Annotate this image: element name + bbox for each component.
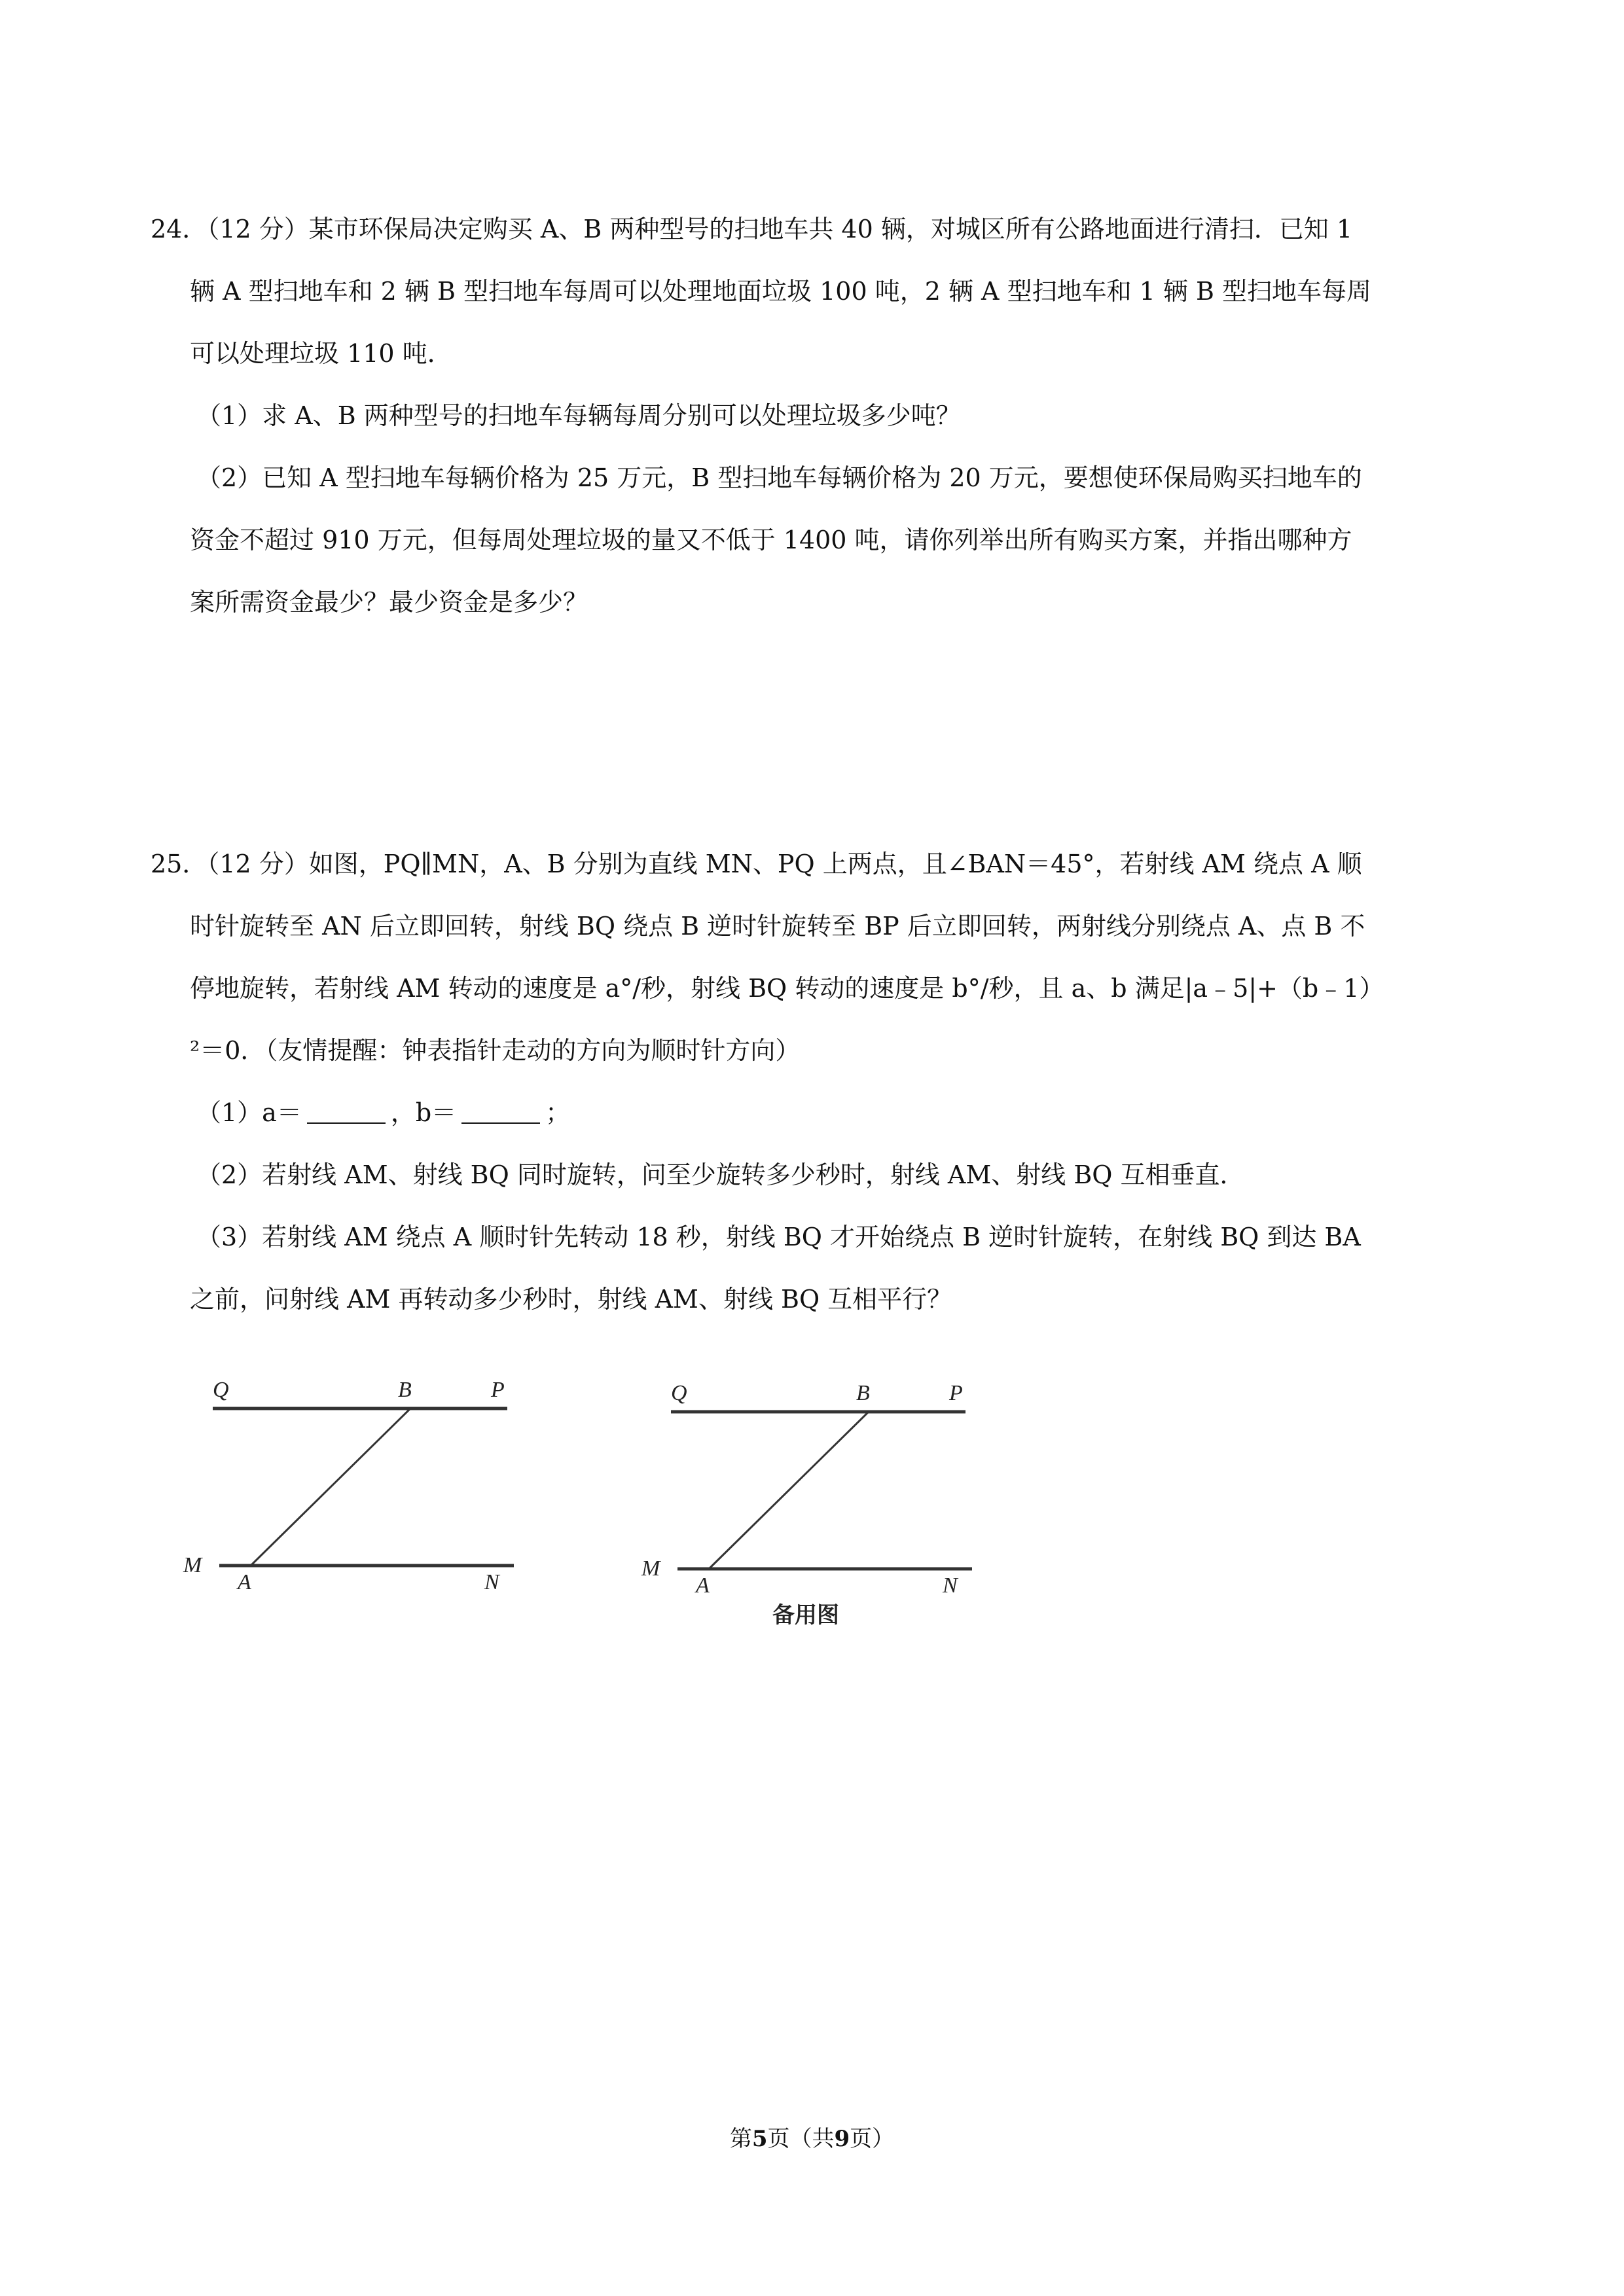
q25-part2: （2）若射线 AM、射线 BQ 同时旋转，问至少旋转多少秒时，射线 AM、射线 BQ 互相垂直． (196, 1160, 1245, 1189)
q24-part1: （1）求 A、B 两种型号的扫地车每辆每周分别可以处理垃圾多少吨？ (196, 401, 961, 430)
spare-label-q: Q (671, 1381, 687, 1405)
q24-line1: 24．（12 分）某市环保局决定购买 A、B 两种型号的扫地车共 40 辆，对城区所有公路地面进行清扫．已知 1 (151, 215, 1353, 243)
spare-label-m: M (641, 1556, 660, 1581)
q24-line2: 辆 A 型扫地车和 2 辆 B 型扫地车每周可以处理地面垃圾 100 吨，2 辆 A 型扫地车和 1 辆 B 型扫地车每周 (190, 277, 1371, 306)
q25-part3-line1: （3）若射线 AM 绕点 A 顺时针先转动 18 秒，射线 BQ 才开始绕点 B 逆时针旋转，在射线 BQ 到达 BA (196, 1223, 1361, 1251)
q24-line3: 可以处理垃圾 110 吨． (190, 339, 452, 368)
q24-part2-line3: 案所需资金最少？最少资金是多少？ (190, 588, 588, 617)
label-n: N (484, 1570, 499, 1590)
segment-ab (251, 1408, 410, 1566)
spare-label-a: A (696, 1573, 710, 1594)
q24-part2-line2: 资金不超过 910 万元，但每周处理垃圾的量又不低于 1400 吨，请你列举出所有购买方案，并指出哪种方 (190, 526, 1352, 554)
q25-part1 (196, 1096, 1486, 1129)
q25-part1-mid: ，b＝ (390, 1098, 457, 1127)
footer-prefix: 第 (729, 2126, 752, 2152)
label-p: P (491, 1378, 505, 1402)
spare-label-p: P (949, 1381, 963, 1405)
footer-total-pages: 9 (834, 2126, 850, 2152)
q25-line1: 25．（12 分）如图，PQ∥MN，A、B 分别为直线 MN、PQ 上两点，且∠BAN＝45°，若射线 AM 绕点 A 顺 (151, 850, 1362, 878)
q25-part1-end: ； (545, 1098, 571, 1127)
label-a: A (238, 1570, 251, 1590)
q25-line4: ²＝0．（友情提醒：钟表指针走动的方向为顺时针方向） (190, 1036, 801, 1065)
q25-part1-prefix: （1）a＝ (196, 1098, 302, 1127)
q25-part3-line2: 之前，问射线 AM 再转动多少秒时，射线 AM、射线 BQ 互相平行？ (190, 1285, 952, 1314)
label-q: Q (213, 1378, 229, 1402)
figure-spare (638, 1358, 992, 1596)
label-m: M (183, 1553, 202, 1577)
figure-main (177, 1355, 530, 1593)
spare-label-n: N (943, 1573, 958, 1594)
label-b: B (398, 1378, 412, 1402)
q24-part2-line1: （2）已知 A 型扫地车每辆价格为 25 万元，B 型扫地车每辆价格为 20 万元，要想使环保局购买扫地车的 (196, 463, 1362, 492)
footer-mid: 页（共 (767, 2126, 835, 2152)
answer-blank-b[interactable] (461, 1100, 540, 1124)
q25-line3: 停地旋转，若射线 AM 转动的速度是 a°/秒，射线 BQ 转动的速度是 b°/秒，且 a、b 满足|a﹣5|+（b﹣1） (190, 974, 1384, 1003)
figure-main-svg (177, 1355, 530, 1590)
page-footer (0, 2121, 1624, 2153)
figure-spare-svg (638, 1358, 992, 1594)
spare-label-b: B (856, 1381, 870, 1405)
answer-blank-a[interactable] (307, 1100, 386, 1124)
footer-page-number: 5 (751, 2126, 768, 2152)
footer-suffix: 页） (850, 2126, 895, 2152)
figure-caption: 备用图 (772, 1602, 839, 1628)
spare-segment-ab (709, 1412, 869, 1569)
q25-line2: 时针旋转至 AN 后立即回转，射线 BQ 绕点 B 逆时针旋转至 BP 后立即回转，两射线分别绕点 A、点 B 不 (190, 912, 1365, 941)
